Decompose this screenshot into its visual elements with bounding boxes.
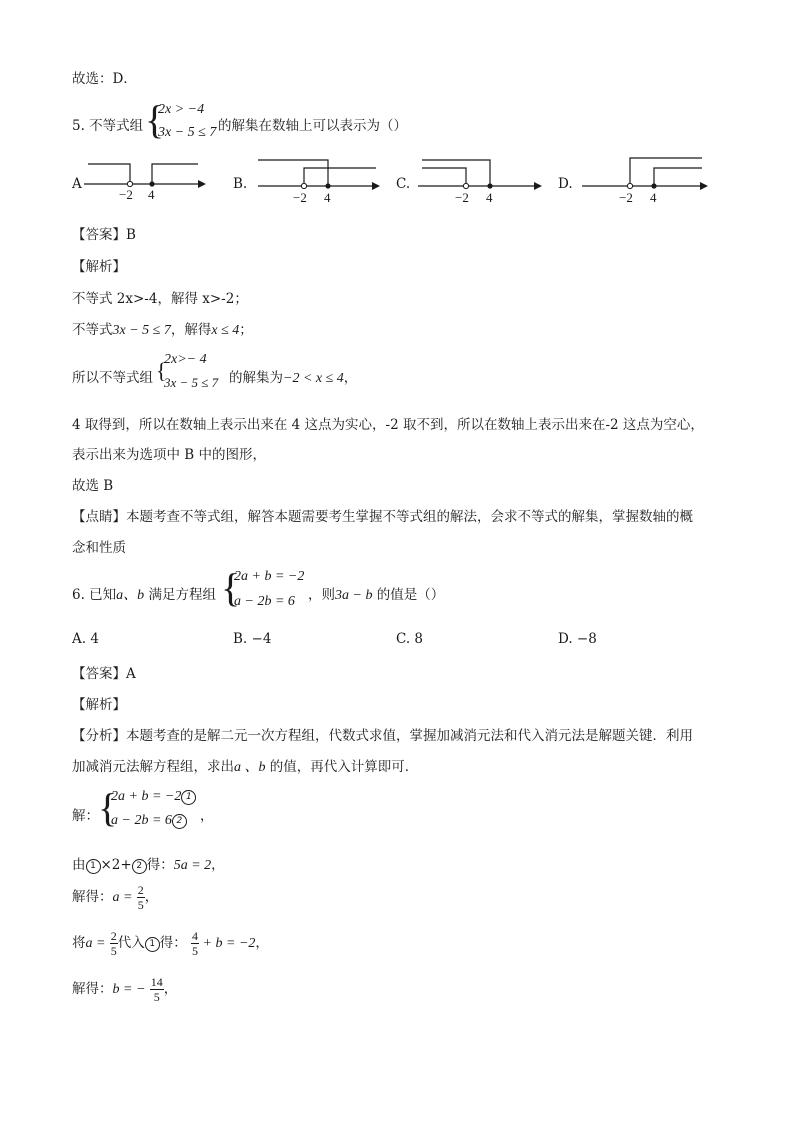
- option-c-number-line: [414, 155, 546, 205]
- option-a-number-line: [80, 155, 210, 205]
- fraction-4-over-5: $\frac{4}{5}$: [192, 929, 199, 958]
- q5-analysis-line6: 故选 B: [72, 478, 114, 494]
- q5-analysis-line5: 表示出来为选项中 B 中的图形，: [72, 447, 267, 463]
- q6-jie-system-line2: a − 2b = 6 2: [111, 813, 187, 829]
- q5-analysis-line4: 4 取得到，所以在数轴上表示出来在 4 这点为实心，-2 取不到，所以在数轴上表示出来在-2 这点为空心，: [72, 417, 704, 433]
- q6-option-a: A. 4: [72, 631, 99, 647]
- q5-suffix: 的解集在数轴上可以表示为（）: [218, 118, 407, 134]
- q5-comment-line2: 念和性质: [72, 540, 126, 556]
- q5-analysis-line3-suffix: 的解集为−2 < x ≤ 4，: [229, 370, 358, 386]
- q6-jie-brace: {: [98, 785, 118, 830]
- q6-step3: 将a = $\frac{2}{5}$ 代入 1 得： $\frac{4}{5}$ + b = −2，: [72, 929, 269, 958]
- option-d-label: D.: [558, 176, 573, 192]
- q5-line3-system-line2: 3x − 5 ≤ 7: [164, 375, 219, 390]
- q6-option-c: C. 8: [396, 631, 424, 647]
- q6-fenxi-line1: 【分析】本题考查的是解二元一次方程组，代数式求值，掌握加减消元法和代入消元法是解题关键．利用: [72, 728, 693, 744]
- q6-brace: {: [221, 565, 241, 610]
- q5-system-line1: 2x > −4: [158, 102, 205, 117]
- q5-system-line2: 3x − 5 ≤ 7: [158, 125, 217, 140]
- q5-answer: 【答案】B: [72, 227, 136, 243]
- q6-system-line2: a − 2b = 6: [234, 594, 295, 609]
- option-b-number-line: [254, 155, 384, 205]
- q6-stem-prefix: 6. 已知a、b 满足方程组: [72, 587, 216, 603]
- q6-step1: 由 1 ×2+ 2 得：5a = 2，: [72, 857, 225, 873]
- q6-option-d: D. −8: [558, 631, 597, 647]
- q6-step2: 解得：a = $\frac{2}{5}$ ，: [72, 883, 159, 912]
- q5-line3-brace: {: [156, 358, 167, 383]
- q6-analysis-title: 【解析】: [72, 697, 126, 713]
- tick-neg2: −2: [619, 190, 633, 205]
- q5-analysis-line2: 不等式3x − 5 ≤ 7，解得x ≤ 4；: [72, 322, 253, 338]
- q5-brace: {: [145, 97, 165, 142]
- q6-jie-label: 解：: [72, 808, 99, 824]
- q5-analysis-line3-prefix: 所以不等式组: [72, 370, 153, 386]
- option-a-label: A: [72, 176, 82, 192]
- fraction-14-over-5: $\frac{14}{5}$: [150, 975, 163, 1004]
- q6-step4: 解得：b = − $\frac{14}{5}$ ，: [72, 975, 178, 1004]
- q6-jie-comma: ，: [200, 808, 214, 824]
- tick-4: 4: [148, 187, 155, 202]
- tick-neg2: −2: [455, 190, 469, 205]
- q6-stem-suffix: ，则3a − b 的值是（）: [308, 587, 445, 603]
- q5-analysis-line1: 不等式 2x>-4，解得 x>-2；: [72, 291, 248, 307]
- q6-fenxi-line2: 加减消元法解方程组，求出a 、b 的值，再代入计算即可．: [72, 759, 419, 775]
- tick-4: 4: [324, 190, 331, 205]
- option-d-number-line: [578, 152, 714, 206]
- fraction-2-over-5: $\frac{2}{5}$: [137, 883, 144, 912]
- q5-comment-line1: 【点睛】本题考查不等式组，解答本题需要考生掌握不等式组的解法，会求不等式的解集，掌握数轴的概: [72, 509, 693, 525]
- option-c-label: C.: [396, 176, 411, 192]
- tick-neg2: −2: [293, 190, 307, 205]
- q6-jie-system-line1: 2a + b = −2 1: [111, 789, 196, 805]
- previous-answer-line: 故选：D．: [72, 71, 137, 87]
- q6-system-line1: 2a + b = −2: [234, 569, 305, 584]
- q6-option-b: B. −4: [233, 631, 272, 647]
- option-b-label: B.: [233, 176, 248, 192]
- q5-prefix: 5. 不等式组: [72, 118, 144, 134]
- tick-neg2: −2: [119, 187, 133, 202]
- tick-4: 4: [486, 190, 493, 205]
- q6-answer: 【答案】A: [72, 666, 136, 682]
- q5-analysis-title: 【解析】: [72, 259, 126, 275]
- tick-4: 4: [650, 190, 657, 205]
- fraction-2-over-5: $\frac{2}{5}$: [110, 929, 117, 958]
- q5-line3-system-line1: 2x>− 4: [164, 352, 207, 367]
